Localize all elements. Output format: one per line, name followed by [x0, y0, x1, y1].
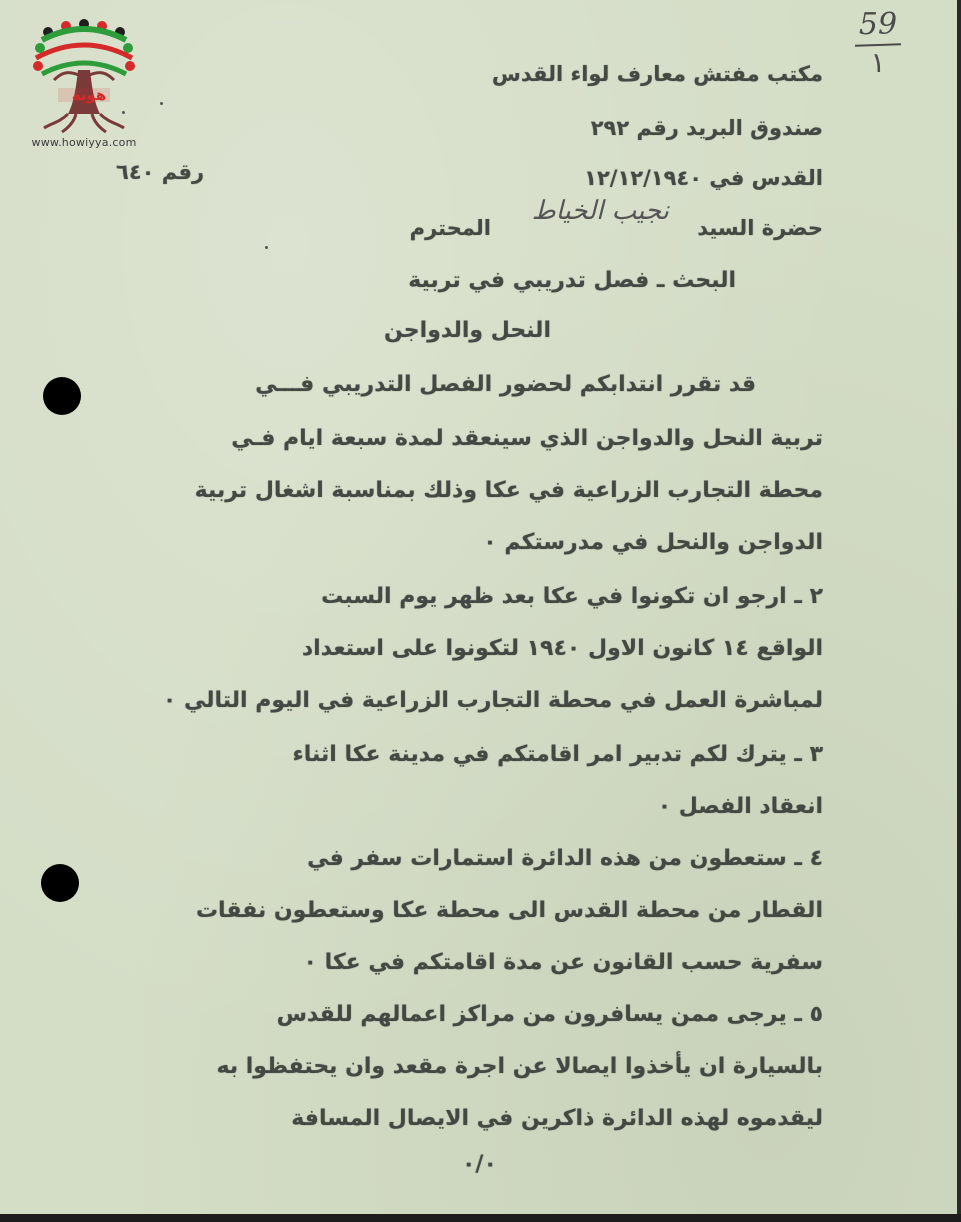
salutation-name: نجيب الخياط — [531, 196, 669, 226]
body-line-12: سفرية حسب القانون عن مدة اقامتكم في عكا ٠ — [303, 950, 823, 975]
letter-header-office: مكتب مفتش معارف لواء القدس — [491, 62, 823, 86]
punch-hole-bottom — [41, 864, 79, 902]
body-line-10: ٤ ـ ستعطون من هذه الدائرة استمارات سفر في — [307, 846, 823, 871]
salutation-suffix: المحترم — [409, 216, 491, 240]
body-line-13: ٥ ـ يرجى ممن يسافرون من مراكز اعمالهم للقدس — [276, 1002, 823, 1027]
howiyya-logo — [14, 18, 154, 158]
body-line-8: ٣ ـ يترك لكم تدبير امر اقامتكم في مدينة عكا اثناء — [292, 742, 823, 767]
folio-number — [853, 8, 903, 80]
continuation-mark: ٠/٠ — [462, 1152, 497, 1177]
letter-header-date: القدس في ١٢/١٢/١٩٤٠ — [584, 166, 823, 190]
body-line-9: انعقاد الفصل ٠ — [657, 794, 823, 819]
body-line-14: بالسيارة ان يأخذوا ايصالا عن اجرة مقعد وان يحتفظوا به — [216, 1054, 823, 1079]
folio-top: 59 — [858, 7, 898, 42]
body-line-7: لمباشرة العمل في محطة التجارب الزراعية في اليوم التالي ٠ — [162, 688, 823, 713]
body-line-11: القطار من محطة القدس الى محطة عكا وستعطون نفقات — [195, 898, 823, 923]
body-line-2: تربية النحل والدواجن الذي سينعقد لمدة سبعة ايام فـي — [231, 426, 823, 451]
tree-logo-icon — [28, 18, 140, 136]
body-line-3: محطة التجارب الزراعية في عكا وذلك بمناسبة اشغال تربية — [194, 478, 823, 503]
body-line-6: الواقع ١٤ كانون الاول ١٩٤٠ لتكونوا على استعداد — [301, 636, 823, 661]
salutation-prefix: حضرة السيد — [697, 216, 823, 240]
speck — [160, 102, 163, 105]
folio-bottom: ١ — [870, 46, 886, 79]
scan-edge-bottom — [0, 1214, 961, 1222]
letter-header-pobox: صندوق البريد رقم ٢٩٢ — [590, 116, 823, 140]
subject-line-2: النحل والدواجن — [384, 318, 551, 343]
letter-reference: رقم ٦٤٠ — [116, 160, 205, 184]
punch-hole-top — [43, 377, 81, 415]
subject-line-1: البحث ـ فصل تدريبي في تربية — [408, 268, 736, 293]
body-line-5: ٢ ـ ارجو ان تكونوا في عكا بعد ظهر يوم السبت — [321, 584, 823, 609]
body-line-4: الدواجن والنحل في مدرستكم ٠ — [483, 530, 823, 555]
speck — [265, 246, 268, 249]
scan-edge-right — [957, 0, 961, 1222]
site-url: www.howiyya.com — [31, 136, 137, 149]
logo-wordmark: هوية — [71, 86, 107, 104]
speck — [122, 111, 125, 114]
body-line-15: ليقدموه لهذه الدائرة ذاكرين في الايصال المسافة — [291, 1106, 823, 1131]
body-line-1: قد تقرر انتدابكم لحضور الفصل التدريبي فـــي — [255, 372, 756, 397]
